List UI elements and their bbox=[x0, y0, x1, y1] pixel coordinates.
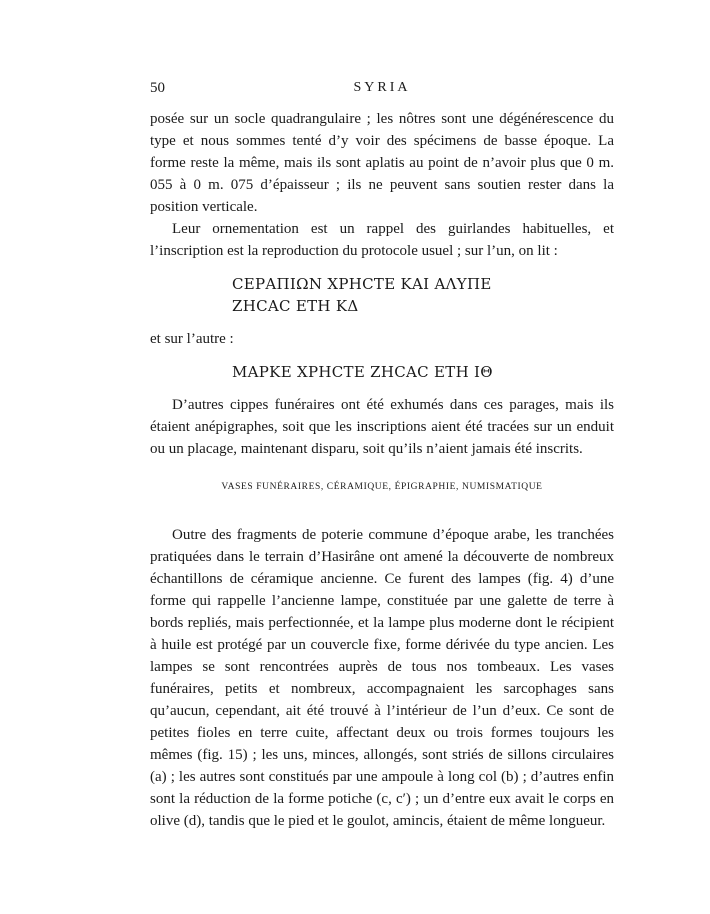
paragraph-ornamentation: Leur ornementation est un rappel des guirlandes habituelles, et l’inscription est la reproduction du protocole usuel ; sur l’un, on lit : bbox=[150, 221, 614, 259]
greek-inscription-2: ΜΑΡΚΕ ΧΡΗCΤΕ ΖΗCΑC ΕΤΗ ΙΘ bbox=[232, 363, 493, 381]
greek-inscription-1-line-1: CΕΡΑΠΙΩΝ ΧΡΗCΤΕ ΚΑΙ ΑΛΥΠΕ bbox=[232, 275, 492, 293]
section-heading: VASES FUNÉRAIRES, CÉRAMIQUE, ÉPIGRAPHIE, NUMISMATIQUE bbox=[221, 482, 543, 492]
greek-inscription-1-line-2: ΖΗCΑC ΕΤΗ ΚΔ bbox=[232, 297, 359, 315]
page-body bbox=[150, 108, 614, 832]
paragraph-continuation: posée sur un socle quadrangulaire ; les nôtres sont une dégénérescence du type et nous sommes tenté d’y voir des spécimens de basse époque. La forme reste la même, mais ils sont aplatis au point de n’avoir plus que 0 m. 055 à 0 m. 075 d’épaisseur ; ils ne peuvent sans soutien rester dans la position verticale. bbox=[150, 111, 614, 215]
page-header bbox=[150, 80, 614, 100]
paragraph-and-on-the-other: et sur l’autre : bbox=[150, 331, 234, 347]
running-title: SYRIA bbox=[353, 80, 411, 95]
paragraph-other-cippi: D’autres cippes funéraires ont été exhumés dans ces parages, mais ils étaient anépigraphes, soit que les inscriptions aient été tracées sur un enduit ou un placage, maintenant disparu, soit qu’ils n’aient jamais été inscrits. bbox=[150, 397, 614, 457]
paragraph-ceramics: Outre des fragments de poterie commune d’époque arabe, les tranchées pratiquées dans le terrain d’Hasirâne ont amené la découverte de nombreux échantillons de céramique ancienne. Ce furent des lampes (fig. 4) d’une forme qui rappelle l’ancienne lampe, constituée par une galette de terre à bords repliés, mais perfectionnée, et la lampe plus moderne dont le récipient à huile est protégé par un couvercle fixe, forme dérivée du type ancien. Les lampes se sont rencontrées auprès de tous nos tombeaux. Les vases funéraires, petits et nombreux, accompagnaient les sarcophages sans qu’aucun, cependant, ait été trouvé à l’intérieur de l’un d’eux. Ce sont de petites fioles en terre cuite, affectant deux ou trois formes toujours les mêmes (fig. 15) ; les uns, minces, allongés, sont striés de sillons circulaires (a) ; les autres sont constitués par une ampoule à long col (b) ; d’autres enfin sont la réduction de la forme potiche (c, c′) ; un d’entre eux avait le corps en olive (d), tandis que le pied et le goulot, amincis, étaient de même longueur. bbox=[150, 527, 614, 829]
page-number: 50 bbox=[150, 80, 165, 96]
